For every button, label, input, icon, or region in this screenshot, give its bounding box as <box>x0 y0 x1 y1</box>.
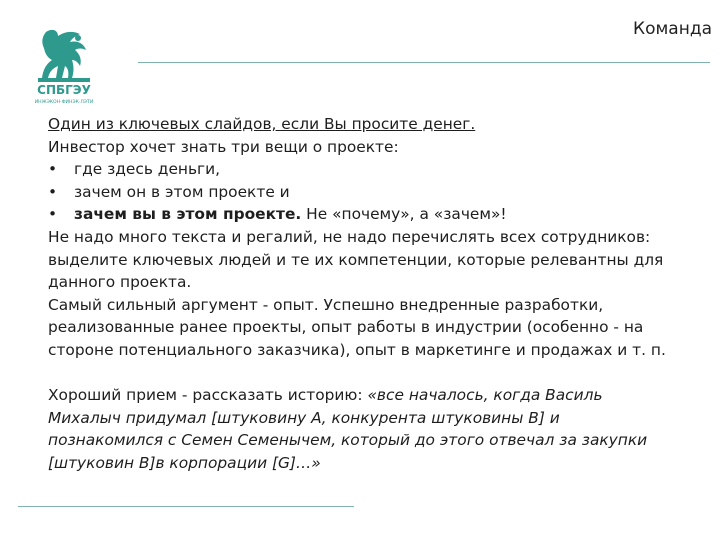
story-prefix: Хороший прием - рассказать историю: <box>48 386 368 405</box>
story-quote-line: [штуковин В]в корпорации [G]…» <box>48 453 321 472</box>
list-item <box>48 181 698 204</box>
bullet-bold-text: зачем вы в этом проекте. <box>74 205 302 224</box>
spacer <box>48 362 698 385</box>
bullet-symbol: • <box>48 205 58 224</box>
logo-name: СПБГЭУ <box>37 83 91 97</box>
list-item <box>48 158 698 181</box>
bullet-text: где здесь деньги, <box>74 160 221 179</box>
footer-divider <box>18 506 354 507</box>
intro-line: Один из ключевых слайдов, если Вы просите денег. <box>48 115 476 133</box>
paragraph-line: реализованные ранее проекты, опыт работы в индустрии (особенно - на <box>48 318 644 337</box>
bullet-text: зачем он в этом проекте и <box>74 182 290 201</box>
spbgeu-logo <box>28 26 100 112</box>
logo-subtitle: ИНЖЭКОН·ФИНЭК·ЛЭТИ <box>34 100 94 105</box>
story-quote: «все началось, когда Василь <box>367 386 603 405</box>
story-line <box>48 384 698 407</box>
investor-line: Инвестор хочет знать три вещи о проекте: <box>48 137 399 156</box>
paragraph-line: Самый сильный аргумент - опыт. Успешно внедренные разработки, <box>48 295 604 314</box>
paragraph-line: Не надо много текста и регалий, не надо перечислять всех сотрудников: <box>48 227 651 246</box>
list-item <box>48 203 698 226</box>
bullet-symbol: • <box>48 160 58 179</box>
story-quote-line: Михалыч придумал [штуковину А, конкурента штуковины В] и <box>48 408 560 427</box>
paragraph-line: стороне потенциального заказчика), опыт в маркетинге и продажах и т. п. <box>48 340 666 359</box>
slide-body <box>48 113 698 475</box>
paragraph-line: данного проекта. <box>48 273 192 292</box>
bullet-text: Не «почему», а «зачем»! <box>301 205 507 224</box>
story-quote-line: познакомился с Семен Семенычем, который до этого отвечал за закупки <box>48 431 648 450</box>
title-divider <box>138 62 710 63</box>
slide-title: Команда <box>633 19 712 39</box>
paragraph-line: выделите ключевых людей и те их компетенции, которые релевантны для <box>48 250 664 269</box>
bullet-symbol: • <box>48 182 58 201</box>
